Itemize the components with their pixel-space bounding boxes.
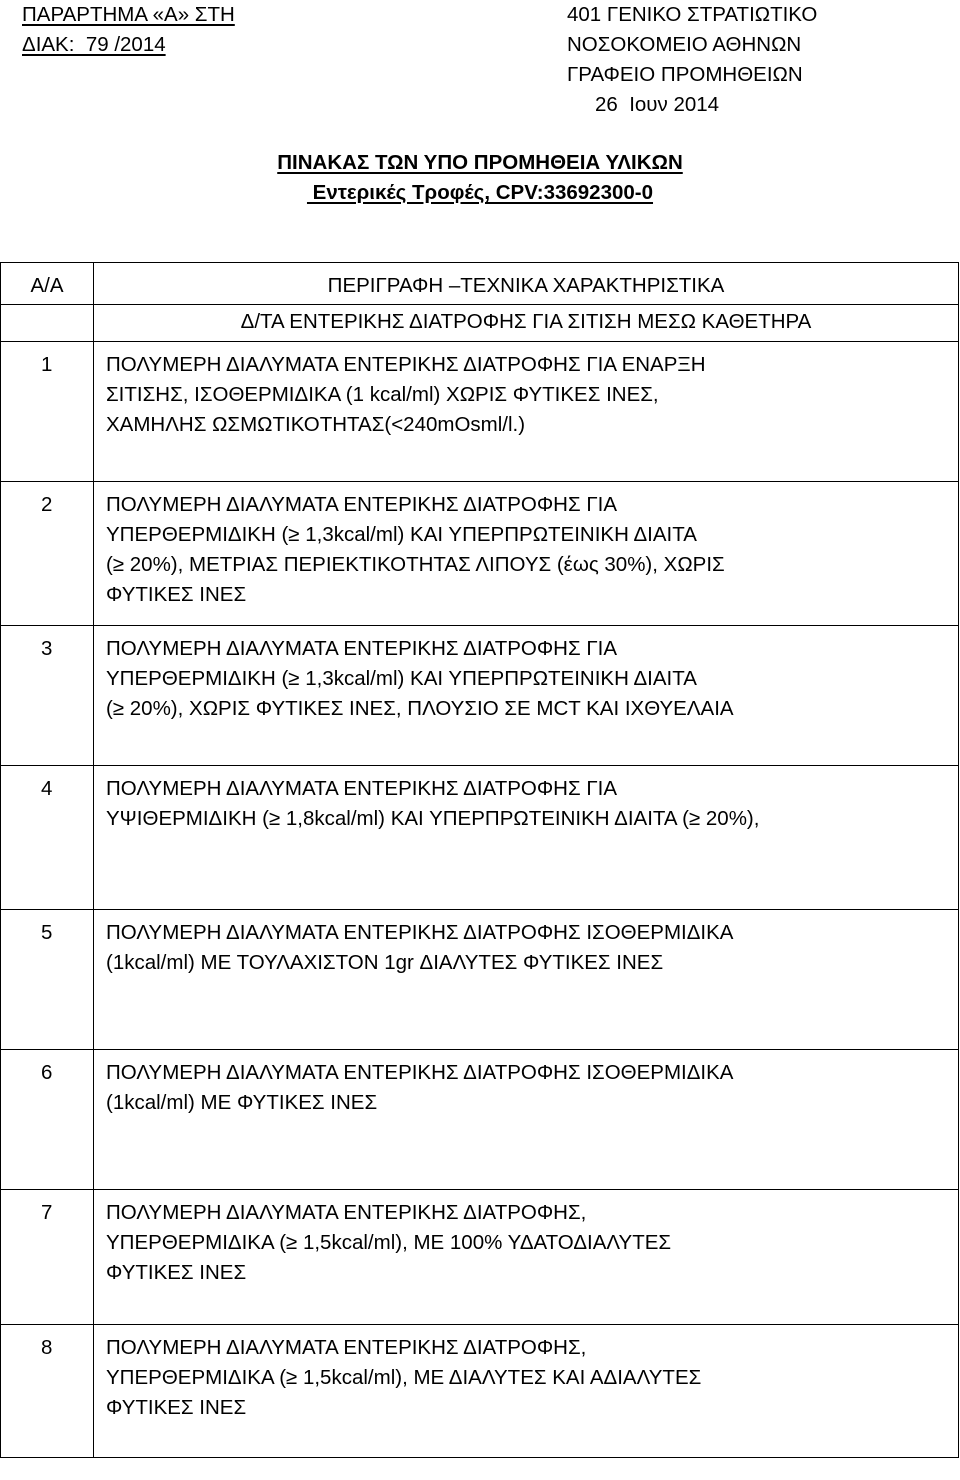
- row-description: [94, 626, 959, 766]
- description-line: ΥΠΕΡΘΕΡΜΙΔΙΚΑ (≥ 1,5kcal/ml), ΜΕ ΔΙΑΛΥΤΕΣ ΚΑΙ ΑΔΙΑΛΥΤΕΣ: [106, 1366, 702, 1389]
- description-line: ΠΟΛΥΜΕΡΗ ΔΙΑΛΥΜΑΤΑ ΕΝΤΕΡΙΚΗΣ ΔΙΑΤΡΟΦΗΣ,: [106, 1201, 587, 1224]
- description-line: ΠΟΛΥΜΕΡΗ ΔΙΑΛΥΜΑΤΑ ΕΝΤΕΡΙΚΗΣ ΔΙΑΤΡΟΦΗΣ ΓΙΑ: [106, 637, 618, 660]
- row-number: 2: [1, 482, 94, 626]
- table-row: [1, 626, 959, 766]
- row-description: [94, 766, 959, 910]
- annex-label: ΠΑΡΑΡΤΗΜΑ «Α» ΣΤΗ: [22, 3, 235, 26]
- description-line: ΧΑΜΗΛΗΣ ΩΣΜΩΤΙΚΟΤΗΤΑΣ(<240mOsml/l.): [106, 413, 526, 436]
- row-description: [94, 910, 959, 1050]
- description-line: ΥΠΕΡΘΕΡΜΙΔΙΚΗ (≥ 1,3kcal/ml) ΚΑΙ ΥΠΕΡΠΡΩΤΕΙΝΙΚΗ ΔΙΑΙΤΑ: [106, 523, 697, 546]
- column-header-description: ΠΕΡΙΓΡΑΦΗ –ΤΕΧΝΙΚΑ ΧΑΡΑΚΤΗΡΙΣΤΙΚΑ: [94, 263, 959, 305]
- row-number: 8: [1, 1325, 94, 1458]
- page-title: ΠΙΝΑΚΑΣ ΤΩΝ ΥΠΟ ΠΡΟΜΗΘΕΙΑ ΥΛΙΚΩΝ: [277, 151, 683, 174]
- table-row: [1, 766, 959, 910]
- table-row: [1, 342, 959, 482]
- document-date: 26 Ιουν 2014: [595, 93, 720, 116]
- materials-table: [0, 262, 959, 1458]
- table-header-row: [1, 263, 959, 305]
- section-row: [1, 305, 959, 342]
- decision-number: ΔΙΑΚ: 79 /2014: [22, 33, 166, 56]
- table-row: [1, 482, 959, 626]
- description-line: ΠΟΛΥΜΕΡΗ ΔΙΑΛΥΜΑΤΑ ΕΝΤΕΡΙΚΗΣ ΔΙΑΤΡΟΦΗΣ ΓΙΑ: [106, 493, 618, 516]
- row-description: [94, 1325, 959, 1458]
- section-title: Δ/ΤΑ ΕΝΤΕΡΙΚΗΣ ΔΙΑΤΡΟΦΗΣ ΓΙΑ ΣΙΤΙΣΗ ΜΕΣΩ ΚΑΘΕΤΗΡΑ: [94, 305, 959, 342]
- row-number: 4: [1, 766, 94, 910]
- row-description: [94, 342, 959, 482]
- description-line: ΠΟΛΥΜΕΡΗ ΔΙΑΛΥΜΑΤΑ ΕΝΤΕΡΙΚΗΣ ΔΙΑΤΡΟΦΗΣ ΓΙΑ: [106, 777, 618, 800]
- description-line: (≥ 20%), ΜΕΤΡΙΑΣ ΠΕΡΙΕΚΤΙΚΟΤΗΤΑΣ ΛΙΠΟΥΣ (έως 30%), ΧΩΡΙΣ: [106, 553, 725, 576]
- description-line: ΥΨΙΘΕΡΜΙΔΙΚΗ (≥ 1,8kcal/ml) ΚΑΙ ΥΠΕΡΠΡΩΤΕΙΝΙΚΗ ΔΙΑΙΤΑ (≥ 20%),: [106, 807, 760, 830]
- column-header-aa: Α/Α: [1, 263, 94, 305]
- description-line: ΣΙΤΙΣΗΣ, ΙΣΟΘΕΡΜΙΔΙΚΑ (1 kcal/ml) ΧΩΡΙΣ ΦΥΤΙΚΕΣ ΙΝΕΣ,: [106, 383, 659, 406]
- description-line: ΦΥΤΙΚΕΣ ΙΝΕΣ: [106, 583, 247, 606]
- issuer-hospital-line2: ΝΟΣΟΚΟΜΕΙΟ ΑΘΗΝΩΝ: [567, 33, 802, 56]
- table-row: [1, 1190, 959, 1325]
- description-line: ΥΠΕΡΘΕΡΜΙΔΙΚΑ (≥ 1,5kcal/ml), ΜΕ 100% ΥΔΑΤΟΔΙΑΛΥΤΕΣ: [106, 1231, 672, 1254]
- row-number: 5: [1, 910, 94, 1050]
- description-line: ΠΟΛΥΜΕΡΗ ΔΙΑΛΥΜΑΤΑ ΕΝΤΕΡΙΚΗΣ ΔΙΑΤΡΟΦΗΣ ΓΙΑ ΕΝΑΡΞΗ: [106, 353, 706, 376]
- row-description: [94, 1190, 959, 1325]
- page-subtitle: Εντερικές Τροφές, CPV:33692300-0: [306, 181, 654, 204]
- row-number: 1: [1, 342, 94, 482]
- description-line: (1kcal/ml) ΜΕ ΦΥΤΙΚΕΣ ΙΝΕΣ: [106, 1091, 378, 1114]
- row-description: [94, 1050, 959, 1190]
- description-line: ΠΟΛΥΜΕΡΗ ΔΙΑΛΥΜΑΤΑ ΕΝΤΕΡΙΚΗΣ ΔΙΑΤΡΟΦΗΣ ΙΣΟΘΕΡΜΙΔΙΚΑ: [106, 921, 734, 944]
- description-line: (1kcal/ml) ΜΕ ΤΟΥΛΑΧΙΣΤΟΝ 1gr ΔΙΑΛΥΤΕΣ ΦΥΤΙΚΕΣ ΙΝΕΣ: [106, 951, 664, 974]
- row-number: 3: [1, 626, 94, 766]
- row-number: 7: [1, 1190, 94, 1325]
- description-line: ΥΠΕΡΘΕΡΜΙΔΙΚΗ (≥ 1,3kcal/ml) ΚΑΙ ΥΠΕΡΠΡΩΤΕΙΝΙΚΗ ΔΙΑΙΤΑ: [106, 667, 697, 690]
- issuer-hospital-line1: 401 ΓΕΝΙΚΟ ΣΤΡΑΤΙΩΤΙΚΟ: [567, 3, 818, 26]
- description-line: ΠΟΛΥΜΕΡΗ ΔΙΑΛΥΜΑΤΑ ΕΝΤΕΡΙΚΗΣ ΔΙΑΤΡΟΦΗΣ,: [106, 1336, 587, 1359]
- issuer-block: [567, 0, 947, 120]
- description-line: ΦΥΤΙΚΕΣ ΙΝΕΣ: [106, 1396, 247, 1419]
- table-row: [1, 1050, 959, 1190]
- row-number: 6: [1, 1050, 94, 1190]
- description-line: ΠΟΛΥΜΕΡΗ ΔΙΑΛΥΜΑΤΑ ΕΝΤΕΡΙΚΗΣ ΔΙΑΤΡΟΦΗΣ ΙΣΟΘΕΡΜΙΔΙΚΑ: [106, 1061, 734, 1084]
- table-row: [1, 910, 959, 1050]
- row-description: [94, 482, 959, 626]
- table-row: [1, 1325, 959, 1458]
- issuer-office: ΓΡΑΦΕΙΟ ΠΡΟΜΗΘΕΙΩΝ: [567, 63, 803, 86]
- description-line: ΦΥΤΙΚΕΣ ΙΝΕΣ: [106, 1261, 247, 1284]
- description-line: (≥ 20%), ΧΩΡΙΣ ΦΥΤΙΚΕΣ ΙΝΕΣ, ΠΛΟΥΣΙΟ ΣΕ MCT ΚΑΙ ΙΧΘΥΕΛΑΙΑ: [106, 697, 734, 720]
